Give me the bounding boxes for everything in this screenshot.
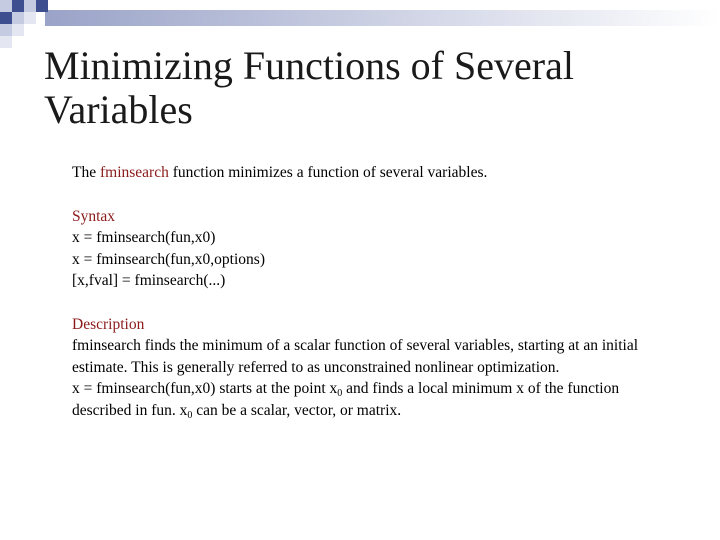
usage-part-c: can be a scalar, vector, or matrix. bbox=[192, 401, 402, 419]
syntax-line: [x,fval] = fminsearch(...) bbox=[72, 272, 226, 289]
syntax-line: x = fminsearch(fun,x0,options) bbox=[72, 250, 265, 268]
syntax-line: x = fminsearch(fun,x0) bbox=[72, 229, 216, 246]
slide-title bbox=[44, 44, 684, 132]
syntax-heading: Syntax bbox=[72, 207, 116, 225]
subscript-zero: 0 bbox=[337, 388, 343, 399]
description-usage bbox=[72, 378, 672, 421]
intro-prefix: The bbox=[72, 164, 100, 181]
title-line-2: Variables bbox=[44, 87, 193, 132]
usage-part-a: x = fminsearch(fun,x0) starts at the point x bbox=[72, 380, 338, 397]
function-name: fminsearch bbox=[99, 164, 169, 181]
usage-part-b: and finds a local minimum x of the function described in fun. x bbox=[72, 380, 620, 419]
intro-suffix: function minimizes a function of several variables. bbox=[168, 164, 488, 181]
slide-body bbox=[72, 162, 672, 421]
header-decoration bbox=[0, 0, 720, 48]
subscript-zero: 0 bbox=[187, 409, 193, 421]
intro-paragraph bbox=[72, 162, 672, 184]
description-heading: Description bbox=[72, 315, 145, 333]
description-text: fminsearch finds the minimum of a scalar function of several variables, starting at an initial estimate. This is generally referred to as unconstrained nonlinear optimization. bbox=[72, 337, 638, 376]
title-line-1: Minimizing Functions of Several bbox=[44, 43, 574, 88]
